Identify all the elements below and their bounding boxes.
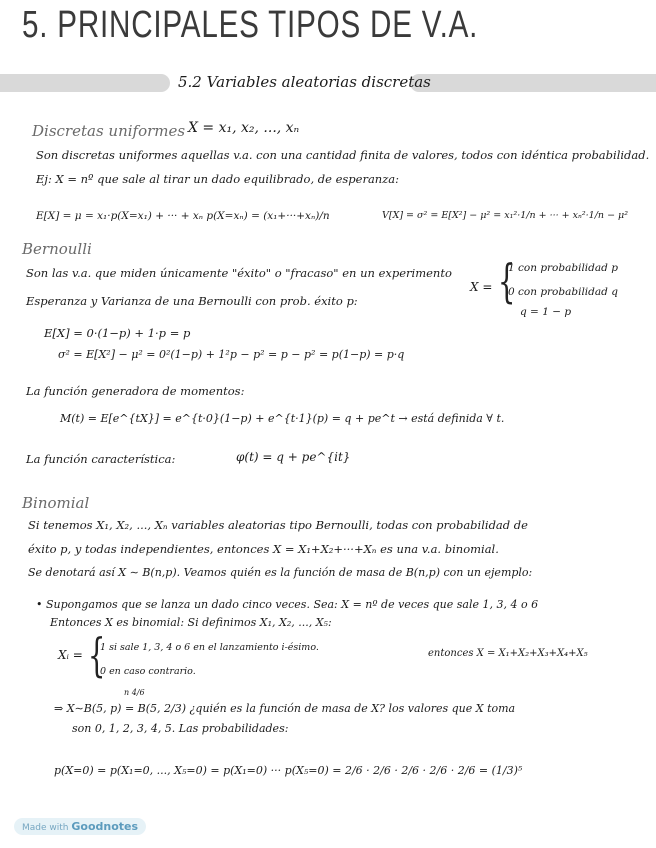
bernoulli-variance: σ² = E[X²] − μ² = 0²(1−p) + 1²p − p² = p − p² = p(1−p) = p·q [58,348,405,361]
xi-case-1: 1 si sale 1, 3, 4 o 6 en el lanzamiento i-ésimo. [100,642,319,653]
bernoulli-case-label: X = [470,280,493,294]
binomial-example-1: ⇒ X∼B(5, p) = B(5, 2/3) ¿quién es la función de masa de X? los valores que X toma [54,702,516,715]
binomial-example-2: son 0, 1, 2, 3, 4, 5. Las probabilidades: [72,722,289,735]
bernoulli-expectation: E[X] = 0·(1−p) + 1·p = p [44,326,191,340]
binomial-bullet-1: • Supongamos que se lanza un dado cinco veces. Sea: X = nº de veces que sale 1, 3, 4 o 6 [36,598,539,611]
xi-label: Xᵢ = [58,648,83,662]
uniform-definition: X = x₁, x₂, ..., xₙ [188,120,300,136]
uniform-text-2: Ej: X = nº que sale al tirar un dado equilibrado, de esperanza: [36,172,400,186]
binomial-text-2: éxito p, y todas independientes, entonces X = X₁+X₂+···+Xₙ es una v.a. binomial. [28,542,499,556]
binomial-text-1: Si tenemos X₁, X₂, ..., Xₙ variables aleatorias tipo Bernoulli, todas con probabilidad de [28,518,528,532]
uniform-variance: V[X] = σ² = E[X²] − μ² = x₁²·1/n + ··· + xₙ²·1/n − μ² [382,210,629,221]
binomial-text-3: Se denotará así X ∼ B(n,p). Veamos quién es la función de masa de B(n,p) con un ejemplo: [28,566,533,579]
goodnotes-badge[interactable] [14,818,146,835]
bernoulli-mgf: M(t) = E[e^{tX}] = e^{t·0}(1−p) + e^{t·1}(p) = q + pe^t → está definida ∀ t. [60,412,505,425]
section-bar-left [0,74,170,92]
bernoulli-heading: Bernoulli [22,240,92,258]
bernoulli-brace: { [497,254,516,308]
xi-case-2: 0 en caso contrario. [100,666,196,677]
badge-brand: Goodnotes [71,820,139,833]
uniform-heading: Discretas uniformes [32,122,186,140]
page-title: 5. PRINCIPALES TIPOS DE V.A. [22,4,479,46]
uniform-text-1: Son discretas uniformes aquellas v.a. con una cantidad finita de valores, todos con idéntica probabilidad. [36,148,650,162]
bernoulli-mgf-heading: La función generadora de momentos: [26,384,245,398]
bernoulli-case-3: q = 1 − p [520,306,572,318]
binomial-heading: Binomial [22,494,90,512]
p-note: n 4/6 [124,688,145,697]
bernoulli-char-heading: La función característica: [26,452,176,466]
binomial-probability: p(X=0) = p(X₁=0, ..., X₅=0) = p(X₁=0) ··· p(X₅=0) = 2/6 · 2/6 · 2/6 · 2/6 · 2/6 = (1/3)⁵ [54,764,523,777]
section-bar-right [410,74,656,92]
binomial-bullet-2: Entonces X es binomial: Si definimos X₁, X₂, ..., X₅: [50,616,332,629]
xi-brace: { [87,628,106,682]
bernoulli-char-function: φ(t) = q + pe^{it} [236,450,351,464]
badge-prefix: Made with [22,823,69,833]
bernoulli-case-1: 1 con probabilidad p [508,262,618,274]
xi-sum: entonces X = X₁+X₂+X₃+X₄+X₅ [428,648,588,659]
bernoulli-text-1: Son las v.a. que miden únicamente "éxito" o "fracaso" en un experimento [26,266,452,280]
bernoulli-case-2: 0 con probabilidad q [508,286,618,298]
uniform-expectation: E[X] = μ = x₁·p(X=x₁) + ··· + xₙ p(X=xₙ) = (x₁+···+xₙ)/n [36,210,330,222]
bernoulli-text-2: Esperanza y Varianza de una Bernoulli con prob. éxito p: [26,294,358,308]
subsection-heading: 5.2 Variables aleatorias discretas [178,73,431,91]
